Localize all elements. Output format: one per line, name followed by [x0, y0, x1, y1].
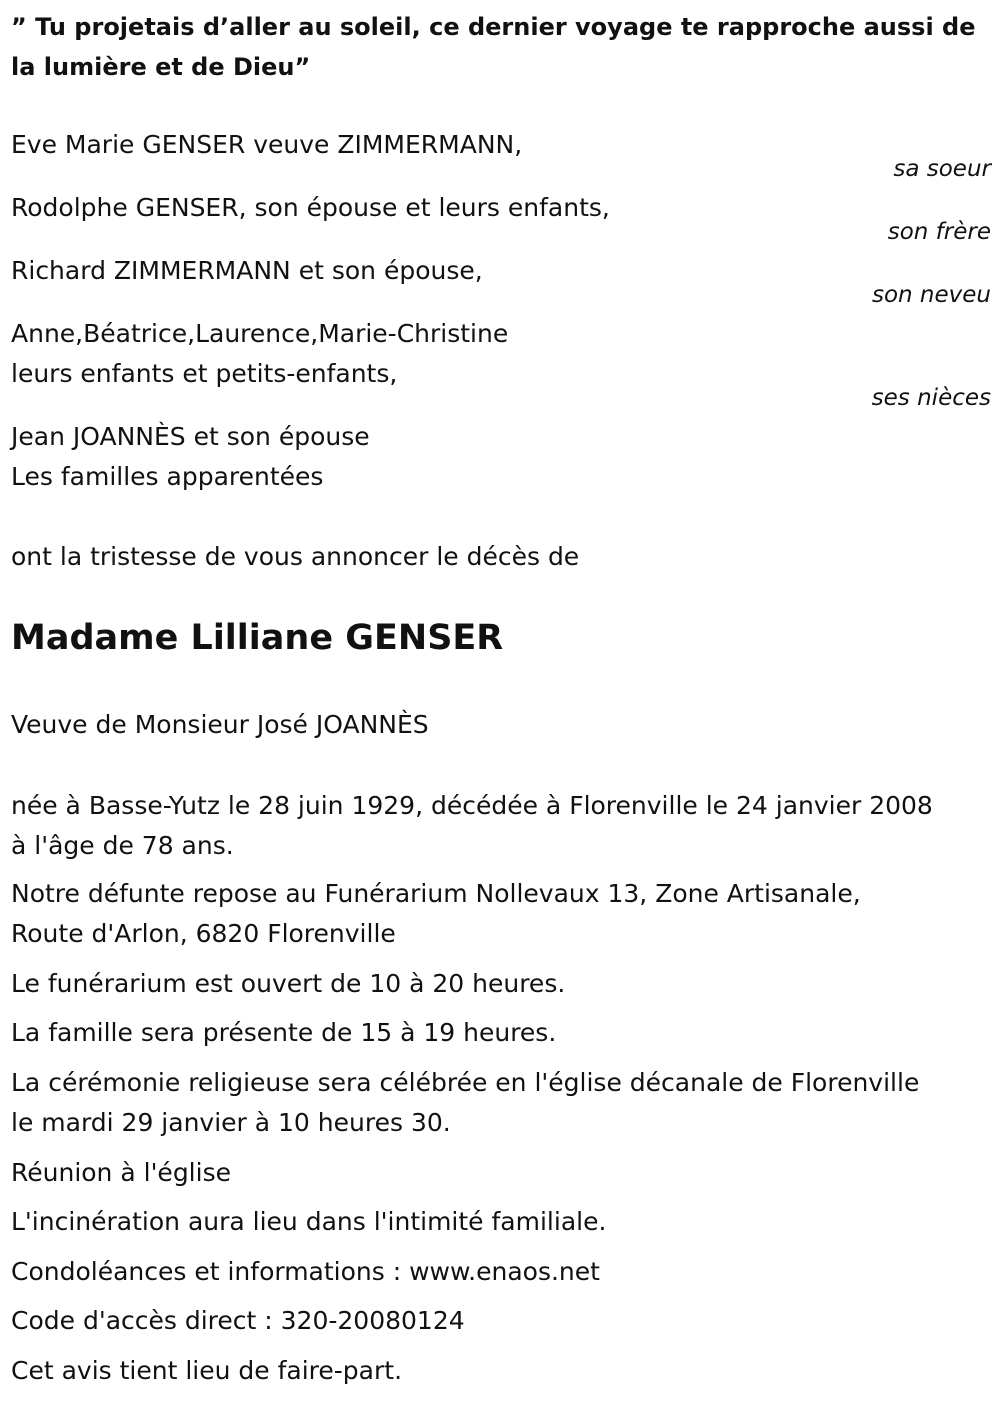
access-code: Code d'accès direct : 320-20080124	[11, 1306, 465, 1335]
family-relation: son neveu	[871, 282, 991, 308]
family-relation: ses nièces	[871, 385, 991, 411]
condolences-info: Condoléances et informations : www.enaos.net	[11, 1257, 600, 1286]
cremation-info: L'incinération aura lieu dans l'intimité familiale.	[11, 1207, 607, 1236]
opening-hours: Le funérarium est ouvert de 10 à 20 heures.	[11, 969, 566, 998]
family-member-line: Jean JOANNÈS et son épouse	[11, 422, 370, 451]
ceremony-date: le mardi 29 janvier à 10 heures 30.	[11, 1108, 451, 1137]
birth-death-line: née à Basse-Yutz le 28 juin 1929, décédée à Florenville le 24 janvier 2008	[11, 791, 933, 820]
family-presence: La famille sera présente de 15 à 19 heures.	[11, 1018, 557, 1047]
deceased-name: Madame Lilliane GENSER	[11, 618, 504, 658]
ceremony-line: La cérémonie religieuse sera célébrée en l'église décanale de Florenville	[11, 1068, 920, 1097]
closing-note: Cet avis tient lieu de faire-part.	[11, 1356, 403, 1385]
funeral-home-line: Notre défunte repose au Funérarium Nollevaux 13, Zone Artisanale,	[11, 879, 861, 908]
family-member-line: Eve Marie GENSER veuve ZIMMERMANN,	[11, 130, 523, 159]
age-line: à l'âge de 78 ans.	[11, 831, 234, 860]
family-member-line: Les familles apparentées	[11, 462, 324, 491]
epigraph-quote: ” Tu projetais d’aller au soleil, ce dernier voyage te rapproche aussi de la lumière et de Dieu”	[11, 13, 976, 81]
family-member-line: Anne,Béatrice,Laurence,Marie-Christine	[11, 319, 509, 348]
meeting-place: Réunion à l'église	[11, 1158, 231, 1187]
funeral-home-address: Route d'Arlon, 6820 Florenville	[11, 919, 396, 948]
family-member-line: Rodolphe GENSER, son épouse et leurs enfants,	[11, 193, 610, 222]
family-relation: sa soeur	[893, 156, 991, 182]
announcement-text: ont la tristesse de vous annoncer le décès de	[11, 542, 580, 571]
widow-of-text: Veuve de Monsieur José JOANNÈS	[11, 710, 429, 739]
family-relation: son frère	[887, 219, 991, 245]
family-member-line: leurs enfants et petits-enfants,	[11, 359, 398, 388]
family-member-line: Richard ZIMMERMANN et son épouse,	[11, 256, 483, 285]
